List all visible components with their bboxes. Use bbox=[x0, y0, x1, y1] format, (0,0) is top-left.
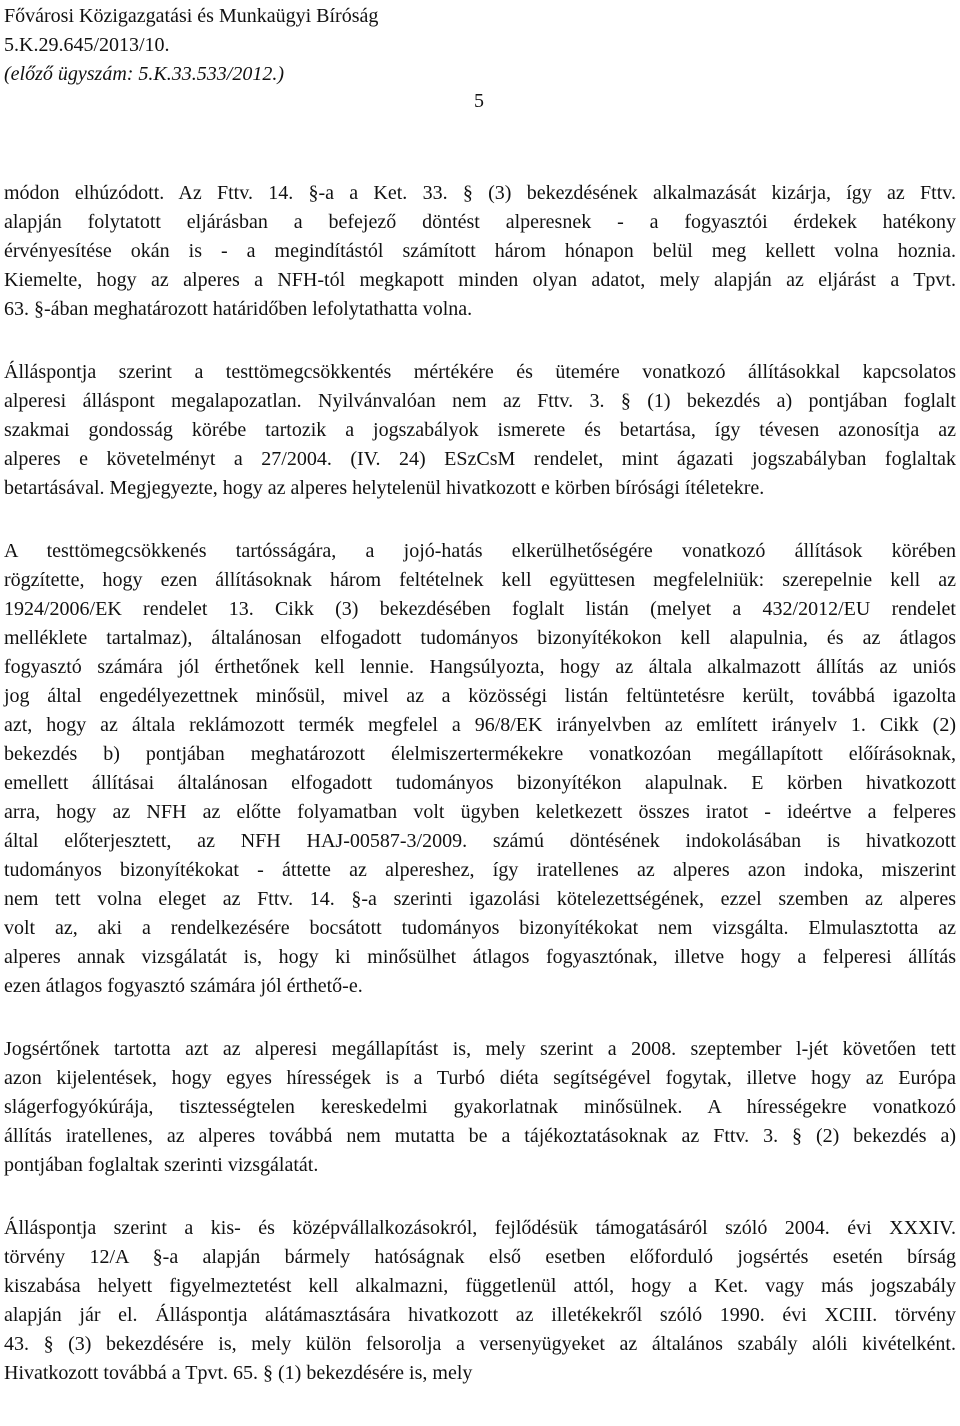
court-name: Fővárosi Közigazgatási és Munkaügyi Bíróság bbox=[4, 5, 379, 27]
text-line: melléklete tartalmaz), általánosan elfogadott tudományos bizonyítékokon kell alapulnia, és az átlagos bbox=[4, 627, 956, 649]
text-line: tudományos bizonyítékokat - áttette az alpereshez, így iratellenes az alperes azon indoka, miszerint bbox=[4, 859, 956, 881]
text-line: Kiemelte, hogy az alperes a NFH-tól megkapott minden olyan adatot, mely alapján az eljárást a Tpvt. bbox=[4, 269, 956, 291]
text-line: alperesi álláspont megalapozatlan. Nyilvánvalóan nem az Fttv. 3. § (1) bekezdés a) pontjában foglalt bbox=[4, 390, 956, 412]
text-line: Álláspontja szerint a testtömegcsökkentés mértékére és ütemére vonatkozó állításokkal kapcsolatos bbox=[4, 361, 956, 383]
text-line: Hivatkozott továbbá a Tpvt. 65. § (1) bekezdésére is, mely bbox=[4, 1362, 473, 1384]
text-line: 1924/2006/EK rendelet 13. Cikk (3) bekezdésében foglalt listán (melyet a 432/2012/EU rendelet bbox=[4, 598, 956, 620]
paragraph bbox=[4, 1035, 956, 1180]
text-line: betartásával. Megjegyezte, hogy az alperes helytelenül hivatkozott e körben bírósági ítéletekre. bbox=[4, 477, 765, 499]
text-line: pontjában foglaltak szerinti vizsgálatát. bbox=[4, 1154, 319, 1176]
text-line: Álláspontja szerint a kis- és középvállalkozásokról, fejlődésük támogatásáról szóló 2004. évi XXXIV. bbox=[4, 1217, 956, 1239]
text-line: ezen átlagos fogyasztó számára jól érthető-e. bbox=[4, 975, 363, 997]
paragraph bbox=[4, 179, 956, 324]
paragraph bbox=[4, 1214, 956, 1388]
text-line: jog által engedélyezettnek minősül, mivel az a közösségi listán feltüntetésre került, továbbá igazolta bbox=[4, 685, 956, 707]
text-line: állítás iratellenes, az alperes továbbá nem mutatta be a tájékoztatásoknak az Fttv. 3. § (2) bekezdés a) bbox=[4, 1125, 956, 1147]
text-line: kiszabása helyett figyelmeztetést kell alkalmazni, függetlenül attól, hogy a Ket. vagy más jogszabály bbox=[4, 1275, 956, 1297]
text-line: által előterjesztett, az NFH HAJ-00587-3/2009. számú döntésének indokolásában is hivatkozott bbox=[4, 830, 956, 852]
text-line: rögzítette, hogy ezen állításoknak három feltételnek kell együttesen megfelelniük: szerepelnie kell az bbox=[4, 569, 956, 591]
text-line: slágerfogyókúrája, tisztességtelen kereskedelmi gyakorlatnak minősülnek. A hírességekre vonatkozó bbox=[4, 1096, 956, 1118]
text-line: módon elhúzódott. Az Fttv. 14. §-a a Ket. 33. § (3) bekezdésének alkalmazását kizárja, így az Fttv. bbox=[4, 182, 956, 204]
case-number: 5.K.29.645/2013/10. bbox=[4, 34, 170, 56]
text-line: arra, hogy az NFH az előtte folyamatban volt ügyben keletkezett összes iratot - ideértve a felperes bbox=[4, 801, 956, 823]
paragraph bbox=[4, 358, 956, 503]
text-line: szakmai gondosság körébe tartozik a jogszabályok ismerete és betartása, így tévesen azonosítja az bbox=[4, 419, 956, 441]
text-line: 43. § (3) bekezdésére is, mely külön felsorolja a versenyügyeket az általános szabály alóli kivételként. bbox=[4, 1333, 956, 1355]
text-line: alperes e követelményt a 27/2004. (IV. 24) ESzCsM rendelet, mint ágazati jogszabályban foglaltak bbox=[4, 448, 956, 470]
text-line: alapján folytatott eljárásban a befejező döntést alperesnek - a fogyasztói érdekek hatékony bbox=[4, 211, 956, 233]
previous-case-number: (előző ügyszám: 5.K.33.533/2012.) bbox=[4, 63, 284, 85]
text-line: nem tett volna eleget az Fttv. 14. §-a szerinti igazolási kötelezettségének, ezzel szemben az alperes bbox=[4, 888, 956, 910]
text-line: Jogsértőnek tartotta azt az alperesi megállapítást is, mely szerint a 2008. szeptember l-jét követően tett bbox=[4, 1038, 956, 1060]
text-line: emellett állításai általánosan elfogadott tudományos bizonyítékon alapulnak. E körben hivatkozott bbox=[4, 772, 956, 794]
text-line: érvényesítése okán is - a megindítástól számított három hónapon belül meg kellett volna hoznia. bbox=[4, 240, 956, 262]
text-line: azt, hogy az általa reklámozott termék megfelel a 96/8/EK irányelvben az említett irányelv 1. Cikk (2) bbox=[4, 714, 956, 736]
paragraph bbox=[4, 537, 956, 1001]
text-line: alapján jár el. Álláspontja alátámasztására hivatkozott az illetékekről szóló 1990. évi XCIII. törvény bbox=[4, 1304, 956, 1326]
text-line: A testtömegcsökkenés tartósságára, a jojó-hatás elkerülhetőségére vonatkozó állítások körében bbox=[4, 540, 956, 562]
text-line: azon kijelentések, hogy egyes hírességek is a Turbó diéta segítségével fogytak, illetve hogy az Európa bbox=[4, 1067, 956, 1089]
text-line: volt az, aki a rendelkezésére bocsátott tudományos bizonyítékokat nem vizsgálta. Elmulasztotta az bbox=[4, 917, 956, 939]
text-line: alperes annak vizsgálatát is, hogy ki minősülhet átlagos fogyasztónak, illetve hogy a felperesi állítás bbox=[4, 946, 956, 968]
text-line: bekezdés b) pontjában meghatározott élelmiszertermékekre vonatkozóan megállapított előírásoknak, bbox=[4, 743, 956, 765]
text-line: 63. §-ában meghatározott határidőben lefolytathatta volna. bbox=[4, 298, 473, 320]
document-header bbox=[4, 2, 378, 89]
page-number: 5 bbox=[474, 90, 484, 112]
text-line: törvény 12/A §-a alapján bármely hatóságnak első esetben előforduló jogsértés esetén bírság bbox=[4, 1246, 956, 1268]
document-body bbox=[4, 179, 956, 1422]
text-line: fogyasztó számára jól érthetőnek kell lennie. Hangsúlyozta, hogy az általa alkalmazott állítás az uniós bbox=[4, 656, 956, 678]
